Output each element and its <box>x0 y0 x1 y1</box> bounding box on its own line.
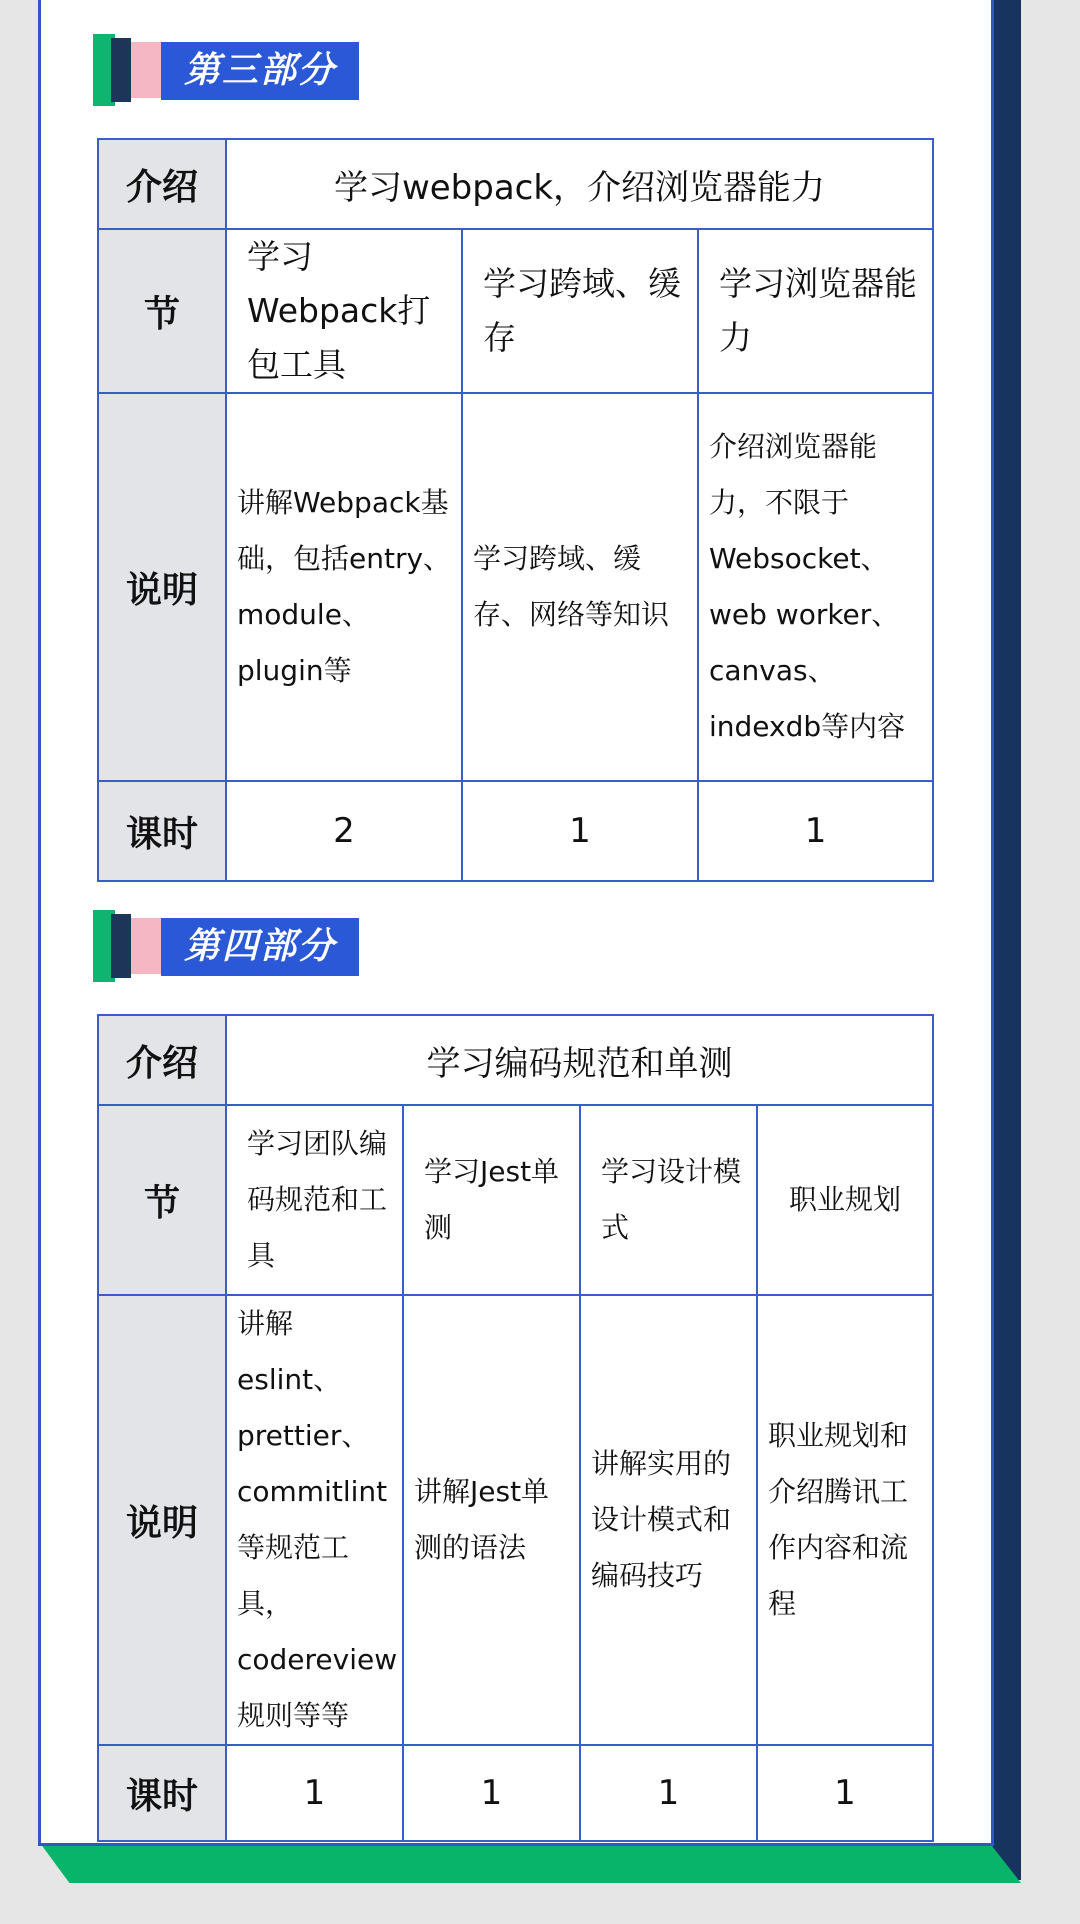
card-shadow-right <box>990 0 1021 1880</box>
card-shadow-bottom <box>40 1843 1021 1883</box>
section4-header <box>93 910 363 982</box>
hours-cell: 1 <box>580 1745 757 1841</box>
section-label: 节 <box>98 229 226 393</box>
hours-cell: 1 <box>757 1745 933 1841</box>
section-cell: 学习Jest单测 <box>403 1105 580 1295</box>
hours-cell: 1 <box>226 1745 403 1841</box>
desc-cell: 学习跨域、缓存、网络等知识 <box>462 393 698 781</box>
section-cell: 学习Webpack打包工具 <box>226 229 462 393</box>
desc-cell: 讲解eslint、prettier、commitlint等规范工具，codereview规则等等 <box>226 1295 403 1745</box>
intro-text: 学习webpack，介绍浏览器能力 <box>226 139 933 229</box>
desc-cell: 讲解实用的设计模式和编码技巧 <box>580 1295 757 1745</box>
section-cell: 学习跨域、缓存 <box>462 229 698 393</box>
hours-label: 课时 <box>98 1745 226 1841</box>
desc-row <box>98 393 933 781</box>
intro-row <box>98 139 933 229</box>
section-row <box>98 229 933 393</box>
section-row <box>98 1105 933 1295</box>
section-cell: 学习团队编码规范和工具 <box>226 1105 403 1295</box>
section4-title: 第四部分 <box>161 918 359 976</box>
section-cell: 学习设计模式 <box>580 1105 757 1295</box>
section3-header <box>93 34 363 106</box>
desc-cell: 讲解Webpack基础，包括entry、module、plugin等 <box>226 393 462 781</box>
section3-title: 第三部分 <box>161 42 359 100</box>
hours-cell: 1 <box>403 1745 580 1841</box>
section-cell: 学习浏览器能力 <box>698 229 933 393</box>
section4-table <box>97 1014 934 1842</box>
desc-cell: 介绍浏览器能力，不限于Websocket、web worker、canvas、indexdb等内容 <box>698 393 933 781</box>
intro-label: 介绍 <box>98 1015 226 1105</box>
hours-row <box>98 781 933 881</box>
desc-label: 说明 <box>98 1295 226 1745</box>
desc-cell: 讲解Jest单测的语法 <box>403 1295 580 1745</box>
section-cell: 职业规划 <box>757 1105 933 1295</box>
desc-row <box>98 1295 933 1745</box>
section-label: 节 <box>98 1105 226 1295</box>
desc-cell: 职业规划和介绍腾讯工作内容和流程 <box>757 1295 933 1745</box>
intro-text: 学习编码规范和单测 <box>226 1015 933 1105</box>
hours-cell: 1 <box>698 781 933 881</box>
hours-label: 课时 <box>98 781 226 881</box>
header-accent-navy <box>111 914 131 978</box>
hours-cell: 1 <box>462 781 698 881</box>
desc-label: 说明 <box>98 393 226 781</box>
hours-cell: 2 <box>226 781 462 881</box>
header-accent-navy <box>111 38 131 102</box>
intro-label: 介绍 <box>98 139 226 229</box>
intro-row <box>98 1015 933 1105</box>
hours-row <box>98 1745 933 1841</box>
section3-table <box>97 138 934 882</box>
